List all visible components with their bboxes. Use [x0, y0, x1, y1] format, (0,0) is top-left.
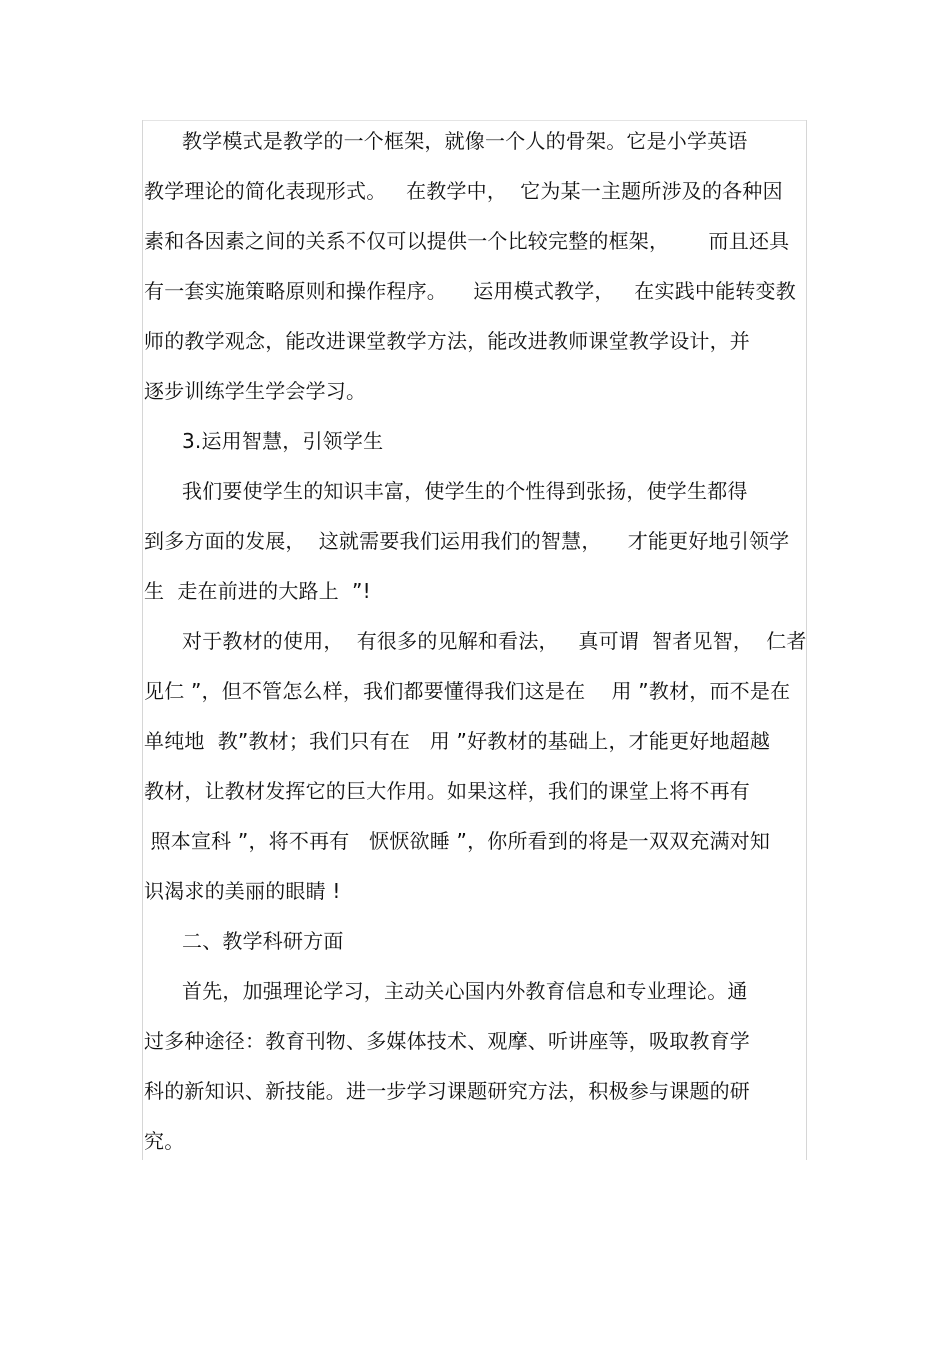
text-line: 单纯地 教”教材；我们只有在 用 ”好教材的基础上，才能更好地超越: [144, 729, 771, 753]
text-line: 素和各因素之间的关系不仅可以提供一个比较完整的框架， 而且还具: [144, 229, 790, 253]
text-line: 师的教学观念，能改进课堂教学方法，能改进教师课堂教学设计，并: [144, 329, 750, 353]
page-frame-top: [142, 120, 807, 121]
text-line: 过多种途径：教育刊物、多媒体技术、观摩、听讲座等，吸取教育学: [144, 1029, 750, 1053]
text-line: 我们要使学生的知识丰富，使学生的个性得到张扬，使学生都得: [182, 479, 748, 503]
text-line: 生 走在前进的大路上 ”!: [144, 579, 371, 603]
text-line: 到多方面的发展， 这就需要我们运用我们的智慧， 才能更好地引领学: [144, 529, 790, 553]
page-frame-left: [142, 120, 143, 1160]
text-line: 首先，加强理论学习，主动关心国内外教育信息和专业理论。通: [182, 979, 748, 1003]
text-line: 逐步训练学生学会学习。: [144, 379, 367, 403]
text-line: 对于教材的使用， 有很多的见解和看法， 真可谓 智者见智， 仁者: [182, 629, 807, 653]
text-line: 究。: [144, 1129, 185, 1153]
section-heading: 3.运用智慧，引领学生: [182, 429, 384, 453]
text-line: 有一套实施策略原则和操作程序。 运用模式教学， 在实践中能转变教: [144, 279, 796, 303]
text-line: 识渴求的美丽的眼睛 !: [144, 879, 341, 903]
text-line: 见仁 ”，但不管怎么样，我们都要懂得我们这是在 用 ”教材，而不是在: [144, 679, 791, 703]
text-line: 教材，让教材发挥它的巨大作用。如果这样，我们的课堂上将不再有: [144, 779, 750, 803]
section-heading: 二、教学科研方面: [182, 929, 344, 953]
text-line: 科的新知识、新技能。进一步学习课题研究方法，积极参与课题的研: [144, 1079, 750, 1103]
text-line: 教学模式是教学的一个框架，就像一个人的骨架。它是小学英语: [182, 129, 748, 153]
text-line: 教学理论的简化表现形式。 在教学中， 它为某一主题所涉及的各种因: [144, 179, 783, 203]
text-line: 照本宣科 ”，将不再有 恹恹欲睡 ”，你所看到的将是一双双充满对知: [144, 829, 771, 853]
